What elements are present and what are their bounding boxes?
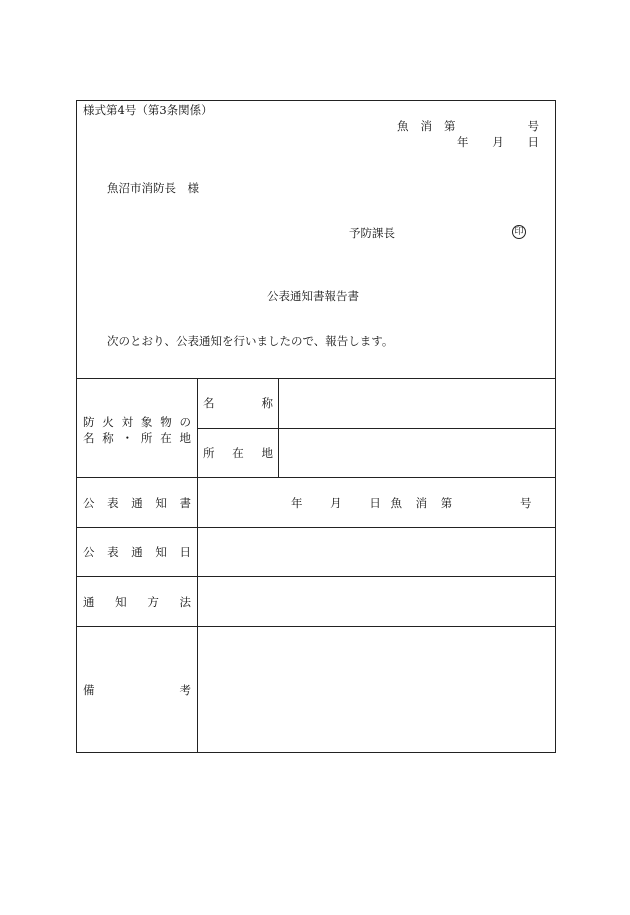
sender-title: 予防課長 xyxy=(349,226,395,240)
addressee: 魚沼市消防長 様 xyxy=(107,181,199,195)
notice-method-label: 通 知 方 法 xyxy=(83,595,191,609)
target-label-line2: 名 称 ・ 所 在 地 xyxy=(83,431,191,445)
notice-method-field[interactable] xyxy=(198,577,555,625)
remarks-label: 備 考 xyxy=(83,683,191,697)
target-label-line1: 防 火 対 象 物 の xyxy=(83,415,191,429)
name-sublabel: 名 称 xyxy=(203,396,273,410)
target-address-field[interactable] xyxy=(279,429,555,476)
row-divider-1 xyxy=(77,477,555,478)
notice-document-value: 年 月 日 魚 消 第 号 xyxy=(291,496,532,510)
document-number: 魚 消 第 号 xyxy=(397,119,539,133)
report-form xyxy=(76,100,556,753)
notice-date-field[interactable] xyxy=(198,528,555,575)
seal-mark: 印 xyxy=(512,225,526,239)
notice-document-label: 公 表 通 知 書 xyxy=(83,496,191,510)
body-text: 次のとおり、公表通知を行いましたので、報告します。 xyxy=(107,334,394,348)
document-date: 年 月 日 xyxy=(457,135,539,149)
notice-date-label: 公 表 通 知 日 xyxy=(83,545,191,559)
document-title: 公表通知書報告書 xyxy=(267,289,359,303)
target-name-field[interactable] xyxy=(279,379,555,427)
remarks-field[interactable] xyxy=(198,627,555,752)
form-number: 様式第4号（第3条関係） xyxy=(83,103,213,117)
address-sublabel: 所 在 地 xyxy=(203,446,273,460)
